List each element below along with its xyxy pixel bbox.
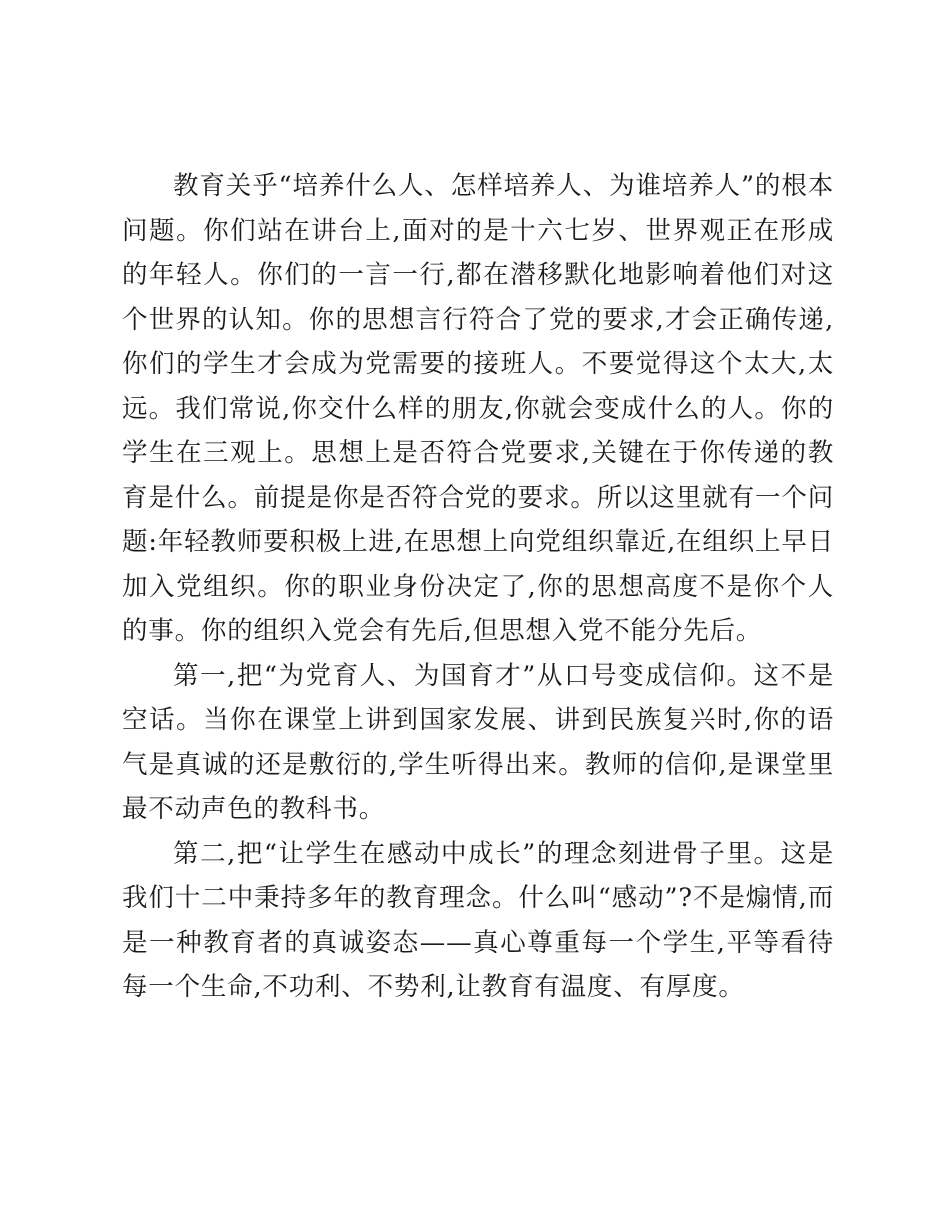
paragraph-1: 教育关乎“培养什么人、怎样培养人、为谁培养人”的根本问题。你们站在讲台上,面对的是十六七岁、世界观正在形成的年轻人。你们的一言一行,都在潜移默化地影响着他们对这个世界的认知。你的思想言行符合了党的要求,才会正确传递,你们的学生才会成为党需要的接班人。不要觉得这个太大,太远。我们常说,你交什么样的朋友,你就会变成什么的人。你的学生在三观上。思想上是否符合党要求,关键在于你传递的教育是什么。前提是你是否符合党的要求。所以这里就有一个问题:年轻教师要积极上进,在思想上向党组织靠近,在组织上早日加入党组织。你的职业身份决定了,你的思想高度不是你个人的事。你的组织入党会有先后,但思想入党不能分先后。 xyxy=(122,171,834,646)
paragraph-3: 第二,把“让学生在感动中成长”的理念刻进骨子里。这是我们十二中秉持多年的教育理念。什么叫“感动”?不是煽情,而是一种教育者的真诚姿态——真心尊重每一个学生,平等看待每一个生命,不功利、不势利,让教育有温度、有厚度。 xyxy=(122,838,834,1002)
paragraph-2: 第一,把“为党育人、为国育才”从口号变成信仰。这不是空话。当你在课堂上讲到国家发展、讲到民族复兴时,你的语气是真诚的还是敷衍的,学生听得出来。教师的信仰,是课堂里最不动声色的教科书。 xyxy=(122,660,834,824)
document-body xyxy=(122,164,834,1010)
